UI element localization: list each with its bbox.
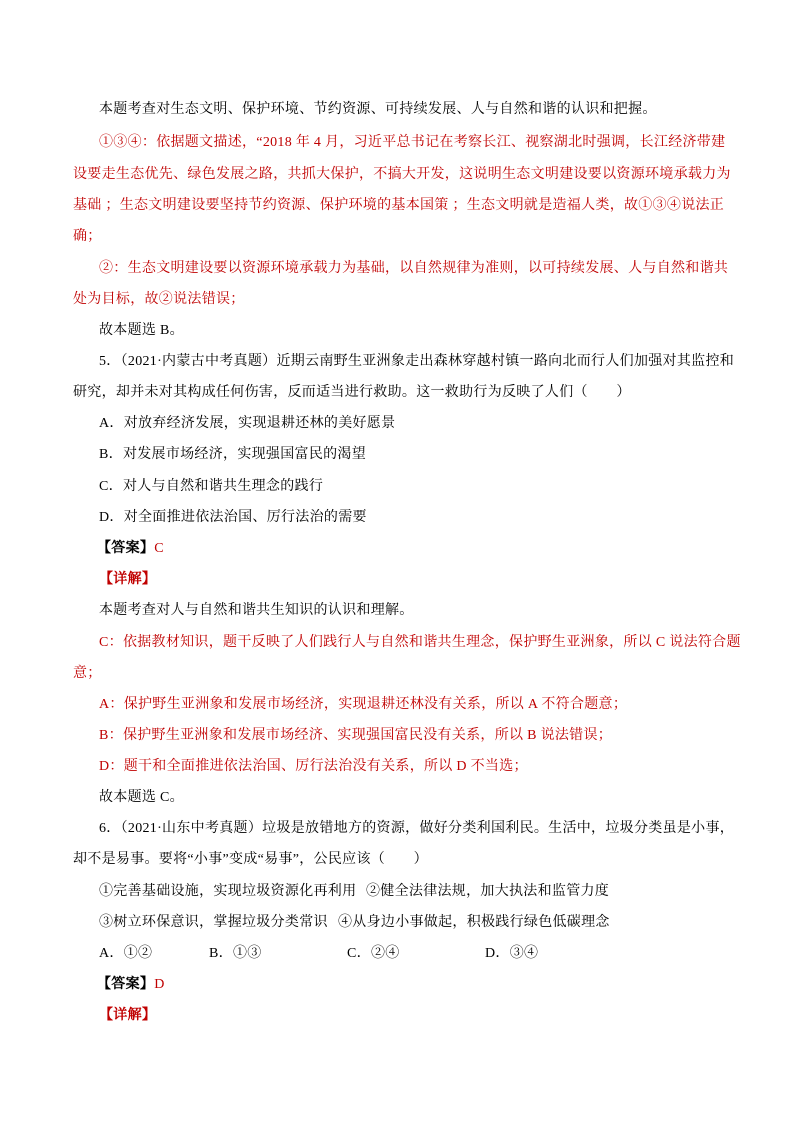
q5-option-b: B．对发展市场经济，实现强国富民的渴望 [99,447,367,462]
q5-option-c: C．对人与自然和谐共生理念的践行 [99,479,324,494]
q6-option-c: C．②④ [347,946,400,961]
q4-correct-line-4: 确； [73,229,102,244]
q4-analysis-intro: 本题考查对生态文明、保护环境、节约资源、可持续发展、人与自然和谐的认识和把握。 [99,102,657,117]
q4-wrong-line-1: ②：生态文明建设要以资源环境承载力为基础，以自然规律为准则，以可持续发展、人与自然和谐共 [99,261,729,276]
q5-detail-line-c-cont: 意； [73,666,102,681]
q5-stem-line-2: 研究，却并未对其构成任何伤害，反而适当进行救助。这一救助行为反映了人们（ ） [73,385,631,400]
q5-detail-line-d: D：题干和全面推进依法治国、厉行法治没有关系，所以 D 不当选； [99,759,528,774]
q4-wrong-line-2: 处为目标，故②说法错误； [73,292,245,307]
q6-answer-value: D [154,977,165,992]
q6-detail-label: 【详解】 [99,1008,157,1023]
q6-stem-line-2: 却不是易事。要将“小事”变成“易事”，公民应该（ ） [73,852,428,867]
q5-detail-intro: 本题考查对人与自然和谐共生知识的认识和理解。 [99,603,414,618]
q5-stem-line-1: 5．（2021·内蒙古中考真题）近期云南野生亚洲象走出森林穿越村镇一路向北而行人们加强对其监控和 [99,354,735,369]
q5-detail-line-c: C：依据教材知识，题干反映了人们践行人与自然和谐共生理念，保护野生亚洲象，所以 C 说法符合题 [99,635,741,650]
q6-answer-row [97,975,165,995]
q6-option-a: A．①② [99,946,153,961]
q6-answer-label: 【答案】 [97,977,155,992]
q4-correct-line-2: 设要走生态优先、绿色发展之路，共抓大保护，不搞大开发，这说明生态文明建设要以资源环境承载力为 [73,167,731,182]
q5-answer-label: 【答案】 [97,541,155,556]
q6-statement-3: ③树立环保意识，掌握垃圾分类常识 [99,915,328,930]
q5-detail-line-a: A：保护野生亚洲象和发展市场经济，实现退耕还林没有关系，所以 A 不符合题意； [99,697,628,712]
q5-answer-row [97,539,164,559]
q6-option-d: D．③④ [485,946,539,961]
q5-option-a: A．对放弃经济发展，实现退耕还林的美好愿景 [99,416,396,431]
q6-statement-2: ②健全法律法规，加大执法和监管力度 [366,884,610,899]
q5-detail-label: 【详解】 [99,572,157,587]
q5-detail-line-b: B：保护野生亚洲象和发展市场经济、实现强国富民没有关系，所以 B 说法错误； [99,728,613,743]
q4-conclusion: 故本题选 B。 [99,323,184,338]
q6-option-b: B．①③ [209,946,262,961]
q6-statement-1: ①完善基础设施，实现垃圾资源化再利用 [99,884,357,899]
q5-conclusion: 故本题选 C。 [99,790,184,805]
q5-option-d: D．对全面推进依法治国、厉行法治的需要 [99,510,367,525]
q6-statement-4: ④从身边小事做起，积极践行绿色低碳理念 [338,915,610,930]
q4-correct-line-3: 基础 ；生态文明建设要坚持节约资源、保护环境的基本国策 ；生态文明就是造福人类，故①③④说法正 [73,198,725,213]
q5-answer-value: C [154,541,164,556]
q4-correct-line-1: ①③④：依据题文描述，“2018 年 4 月，习近平总书记在考察长江、视察湖北时强调，长江经济带建 [99,135,726,150]
q6-stem-line-1: 6．（2021·山东中考真题）垃圾是放错地方的资源，做好分类利国利民。生活中，垃圾分类虽是小事， [99,821,735,836]
